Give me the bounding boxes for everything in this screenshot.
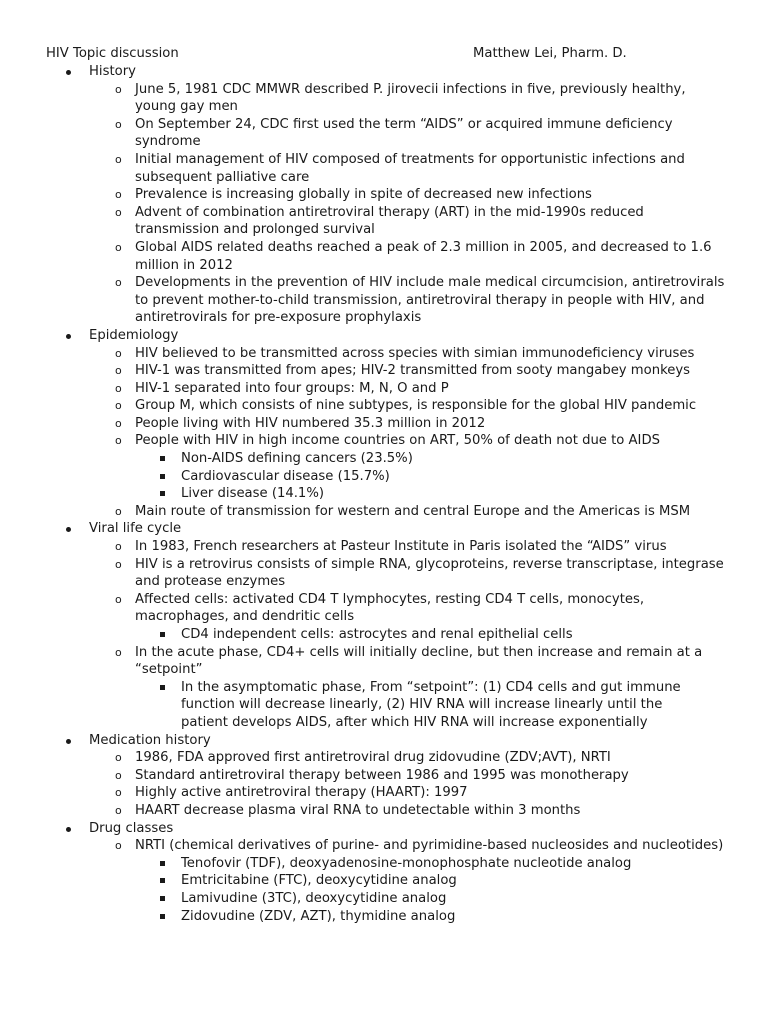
list-item-text: On September 24, CDC first used the term “AIDS” or acquired immune deficiency syndrome [135, 116, 673, 150]
bullet-circle-icon: o [115, 768, 122, 782]
list-item [0, 380, 768, 398]
bullet-square-icon [160, 861, 165, 866]
subitem-list [135, 679, 728, 732]
bullet-square-icon [160, 896, 165, 901]
bullet-disc-icon [66, 334, 71, 339]
list-item [0, 802, 768, 820]
list-item-text: Standard antiretroviral therapy between 1986 and 1995 was monotherapy [135, 767, 629, 783]
list-item [0, 538, 768, 556]
list-item [0, 345, 768, 363]
subitem-list [135, 450, 728, 503]
bullet-circle-icon: o [115, 364, 122, 378]
bullet-circle-icon: o [115, 276, 122, 290]
section-drug-classes [0, 820, 768, 926]
list-item-text: Highly active antiretroviral therapy (HAART): 1997 [135, 785, 468, 801]
bullet-circle-icon: o [115, 416, 122, 430]
list-item-text: Main route of transmission for western and central Europe and the Americas is MSM [135, 503, 691, 519]
section-epidemiology [0, 327, 768, 521]
list-item [0, 81, 768, 116]
bullet-square-icon [160, 914, 165, 919]
bullet-circle-icon: o [115, 839, 122, 853]
sub-list-item-text: Cardiovascular disease (15.7%) [181, 468, 390, 484]
sub-list-item-text: Liver disease (14.1%) [181, 486, 325, 502]
bullet-circle-icon: o [115, 346, 122, 360]
bullet-circle-icon: o [115, 117, 122, 131]
section-heading: Viral life cycle [89, 521, 182, 537]
document-header [46, 45, 726, 63]
sub-list-item [0, 450, 728, 468]
list-item-text: HIV-1 separated into four groups: M, N, O and P [135, 380, 449, 396]
bullet-circle-icon: o [115, 645, 122, 659]
bullet-disc-icon [66, 527, 71, 532]
list-item [0, 116, 768, 151]
sub-list-item-text: Tenofovir (TDF), deoxyadenosine-monophosphate nucleotide analog [181, 855, 632, 871]
item-list [89, 837, 768, 925]
list-item [0, 784, 768, 802]
bullet-disc-icon [66, 827, 71, 832]
list-item [0, 397, 768, 415]
outline [0, 63, 768, 925]
sub-list-item [0, 679, 728, 732]
sub-list-item [0, 485, 728, 503]
sub-list-item-text: Emtricitabine (FTC), deoxycytidine analog [181, 873, 457, 889]
list-item-text: 1986, FDA approved first antiretroviral drug zidovudine (ZDV;AVT), NRTI [135, 750, 611, 766]
section-heading: Drug classes [89, 820, 174, 836]
list-item-text: Advent of combination antiretroviral therapy (ART) in the mid-1990s reduced transmission and prolonged survival [135, 204, 644, 238]
sub-list-item [0, 872, 728, 890]
section-heading: History [89, 64, 136, 79]
sub-list-item [0, 890, 728, 908]
bullet-circle-icon: o [115, 540, 122, 554]
item-list [89, 345, 768, 521]
section-history [0, 63, 768, 327]
bullet-square-icon [160, 878, 165, 883]
list-item-text: Group M, which consists of nine subtypes, is responsible for the global HIV pandemic [135, 398, 697, 414]
item-list [89, 81, 768, 327]
list-item [0, 151, 768, 186]
bullet-circle-icon: o [115, 751, 122, 765]
list-item-text: In the acute phase, CD4+ cells will initially decline, but then increase and remain at a “setpoint” [135, 644, 703, 678]
bullet-circle-icon: o [115, 786, 122, 800]
bullet-circle-icon: o [115, 82, 122, 96]
list-item-text: HIV is a retrovirus consists of simple RNA, glycoproteins, reverse transcriptase, integrase and protease enzymes [135, 556, 724, 590]
bullet-square-icon [160, 685, 165, 690]
bullet-circle-icon: o [115, 557, 122, 571]
sub-list-item [0, 855, 728, 873]
bullet-circle-icon: o [115, 504, 122, 518]
list-item [0, 556, 768, 591]
list-item-text: Global AIDS related deaths reached a peak of 2.3 million in 2005, and decreased to 1.6 million in 2012 [135, 239, 712, 273]
sub-list-item-text: Lamivudine (3TC), deoxycytidine analog [181, 890, 447, 906]
list-item [0, 204, 768, 239]
bullet-circle-icon: o [115, 152, 122, 166]
bullet-circle-icon: o [115, 188, 122, 202]
subitem-list [135, 626, 728, 644]
bullet-disc-icon [66, 739, 71, 744]
list-item-text: HIV believed to be transmitted across species with simian immunodeficiency viruses [135, 345, 695, 361]
list-item [0, 749, 768, 767]
sub-list-item [0, 468, 728, 486]
document-title: HIV Topic discussion [46, 46, 179, 61]
bullet-circle-icon: o [115, 399, 122, 413]
bullet-square-icon [160, 456, 165, 461]
list-item-text: Initial management of HIV composed of treatments for opportunistic infections and subsequent palliative care [135, 151, 685, 185]
section-viral-life-cycle [0, 520, 768, 731]
outline-list [0, 63, 768, 925]
list-item-text: Affected cells: activated CD4 T lymphocytes, resting CD4 T cells, monocytes, macrophages, and dendritic cells [135, 591, 645, 625]
sub-list-item [0, 626, 728, 644]
list-item-text: People living with HIV numbered 35.3 million in 2012 [135, 415, 486, 431]
bullet-disc-icon [66, 70, 71, 75]
bullet-circle-icon: o [115, 240, 122, 254]
sub-list-item [0, 908, 728, 926]
sub-list-item-text: In the asymptomatic phase, From “setpoint”: (1) CD4 cells and gut immune function will decrease linearly, (2) HIV RNA will increase linearly until the patient develops AIDS, after which HIV RNA will increase exponentially [181, 679, 681, 730]
list-item-text: NRTI (chemical derivatives of purine- and pyrimidine-based nucleosides and nucleotides) [135, 838, 724, 854]
bullet-circle-icon: o [115, 205, 122, 219]
list-item [0, 837, 768, 925]
list-item-text: HIV-1 was transmitted from apes; HIV-2 transmitted from sooty mangabey monkeys [135, 363, 691, 379]
list-item-text: Developments in the prevention of HIV include male medical circumcision, antiretrovirals to prevent mother-to-child transmission, antiretroviral therapy in people with HIV, and antiretrovirals for pre-exposure prophylaxis [135, 275, 725, 326]
bullet-circle-icon: o [115, 592, 122, 606]
section-medication-history [0, 732, 768, 820]
item-list [89, 749, 768, 819]
list-item [0, 239, 768, 274]
list-item [0, 767, 768, 785]
list-item [0, 644, 768, 732]
list-item [0, 362, 768, 380]
list-item [0, 503, 768, 521]
list-item-text: HAART decrease plasma viral RNA to undetectable within 3 months [135, 802, 581, 818]
list-item [0, 274, 768, 327]
section-heading: Medication history [89, 732, 211, 748]
bullet-square-icon [160, 474, 165, 479]
sub-list-item-text: CD4 independent cells: astrocytes and renal epithelial cells [181, 627, 573, 642]
sub-list-item-text: Non-AIDS defining cancers (23.5%) [181, 451, 413, 467]
list-item [0, 186, 768, 204]
list-item [0, 432, 768, 502]
list-item-text: People with HIV in high income countries on ART, 50% of death not due to AIDS [135, 433, 660, 449]
bullet-square-icon [160, 491, 165, 496]
bullet-square-icon [160, 632, 165, 637]
bullet-circle-icon: o [115, 381, 122, 395]
item-list [89, 538, 768, 732]
section-heading: Epidemiology [89, 327, 179, 343]
list-item-text: Prevalence is increasing globally in spite of decreased new infections [135, 187, 592, 203]
list-item-text: In 1983, French researchers at Pasteur Institute in Paris isolated the “AIDS” virus [135, 539, 667, 555]
list-item [0, 415, 768, 433]
list-item-text: June 5, 1981 CDC MMWR described P. jirovecii infections in five, previously healthy, young gay men [135, 81, 686, 115]
document-author: Matthew Lei, Pharm. D. [473, 46, 627, 61]
bullet-circle-icon: o [115, 803, 122, 817]
list-item [0, 591, 768, 644]
sub-list-item-text: Zidovudine (ZDV, AZT), thymidine analog [181, 908, 456, 924]
bullet-circle-icon: o [115, 434, 122, 448]
subitem-list [135, 855, 728, 925]
